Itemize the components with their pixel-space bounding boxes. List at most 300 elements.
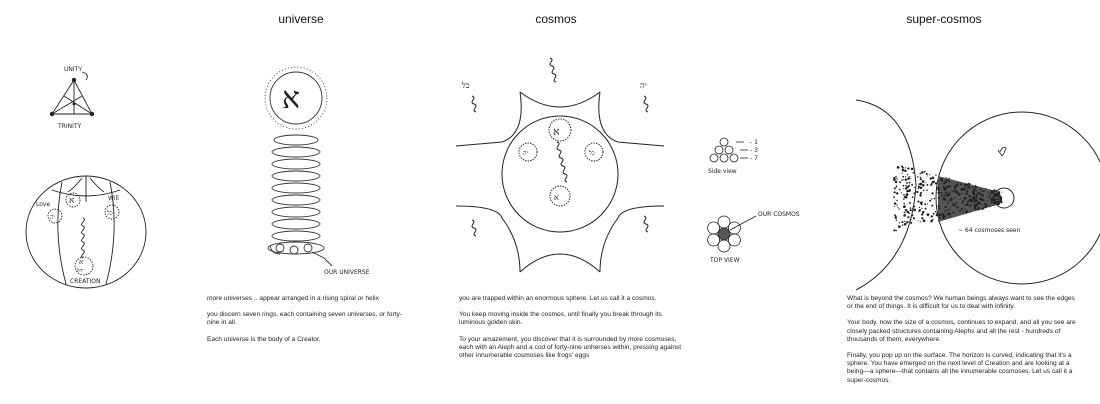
cosmos-speck bbox=[930, 184, 932, 186]
cosmos-speck bbox=[960, 199, 961, 200]
cosmos-speck bbox=[912, 196, 914, 198]
cosmos-speck bbox=[927, 203, 928, 204]
cosmos-speck bbox=[956, 185, 958, 187]
cosmos-speck bbox=[999, 197, 1000, 198]
cosmos-speck bbox=[935, 182, 937, 184]
tick-three: - 3 bbox=[750, 147, 758, 154]
trinity-label: TRINITY bbox=[58, 123, 82, 130]
cosmos-speck bbox=[893, 196, 895, 198]
cosmos-speck bbox=[987, 196, 988, 197]
cosmos-speck bbox=[902, 169, 905, 172]
cosmos-speck bbox=[975, 187, 977, 189]
cosmos-speck bbox=[933, 177, 935, 179]
caption-universe-line: Each universe is the body of a Creator. bbox=[207, 335, 321, 343]
creator-sphere-sketch bbox=[22, 172, 150, 294]
cosmos-speck bbox=[948, 185, 951, 188]
cosmos-speck bbox=[970, 211, 971, 212]
aleph-glyph-lower: א bbox=[79, 258, 84, 266]
cosmos-speck bbox=[905, 176, 906, 177]
cosmos-speck bbox=[944, 195, 946, 197]
corner-yah-glyph: יה bbox=[640, 81, 647, 90]
cosmos-speck bbox=[918, 183, 920, 185]
cosmos-speck bbox=[975, 185, 977, 187]
cosmos-speck bbox=[913, 218, 915, 220]
cosmos-speck bbox=[982, 199, 984, 201]
heading-cosmos: cosmos bbox=[535, 12, 577, 26]
cosmos-speck bbox=[903, 198, 904, 199]
cosmos-speck bbox=[955, 191, 958, 194]
cosmos-speck bbox=[945, 177, 946, 178]
cosmos-speck bbox=[966, 210, 967, 211]
cosmos-speck bbox=[941, 213, 943, 215]
cosmos-speck bbox=[996, 199, 997, 200]
cosmos-speck bbox=[976, 200, 977, 201]
cosmos-speck bbox=[952, 212, 954, 214]
cosmos-speck bbox=[920, 186, 923, 189]
cosmos-speck bbox=[941, 192, 943, 194]
cosmos-speck bbox=[972, 192, 975, 195]
cosmos-speck bbox=[931, 215, 933, 217]
heading-universe: universe bbox=[278, 12, 324, 26]
cosmos-speck bbox=[913, 209, 916, 212]
cosmos-speck bbox=[897, 166, 900, 169]
cosmos-speck bbox=[924, 203, 926, 205]
cosmos-speck bbox=[894, 202, 896, 204]
cosmos-speck bbox=[931, 198, 932, 199]
cosmos-speck bbox=[902, 224, 903, 225]
cosmos-speck bbox=[945, 181, 947, 183]
cosmos-speck bbox=[993, 198, 995, 200]
cosmos-speck bbox=[983, 205, 984, 206]
cosmos-speck bbox=[903, 205, 906, 208]
cosmos-speck bbox=[899, 189, 901, 191]
cosmos-speck bbox=[983, 191, 984, 192]
cosmos-speck bbox=[989, 205, 991, 207]
super-cosmos-sketch bbox=[854, 100, 1090, 290]
cosmos-speck bbox=[974, 201, 976, 203]
cosmos-speck bbox=[920, 195, 922, 197]
cosmos-speck bbox=[955, 212, 956, 213]
heading-super-cosmos: super-cosmos bbox=[906, 12, 982, 26]
cosmos-speck bbox=[937, 205, 939, 207]
cosmos-speck bbox=[903, 188, 904, 189]
cosmos-speck bbox=[977, 208, 978, 209]
cosmos-speck bbox=[911, 214, 913, 216]
tick-one: - 1 bbox=[750, 139, 758, 146]
cosmos-speck bbox=[905, 187, 907, 189]
unity-trinity-sketch bbox=[30, 62, 110, 162]
cosmos-speck bbox=[894, 206, 895, 207]
tick-seven: - 7 bbox=[750, 155, 758, 162]
cosmos-speck bbox=[921, 201, 923, 203]
cosmos-speck bbox=[905, 167, 906, 168]
cosmos-speck bbox=[902, 176, 904, 178]
caption-super-cosmos bbox=[847, 295, 1079, 385]
cosmos-speck bbox=[926, 184, 928, 186]
cosmos-speck bbox=[908, 185, 910, 187]
universe-helix-sketch bbox=[236, 60, 370, 282]
caption-cosmos-line: To your amazement, you discover that it is surrounded by more cosmoses, each with an Aleph and a cod of forty-nine unherses within, pressing against other innumerable cosmoses like frogs' eggs bbox=[459, 335, 682, 360]
cosmos-speck bbox=[918, 191, 919, 192]
cosmos-speck bbox=[975, 190, 977, 192]
cosmos-speck bbox=[944, 216, 946, 218]
love-label: Love bbox=[36, 201, 51, 208]
cosmos-speck bbox=[971, 199, 974, 202]
top-view-label: TOP VIEW bbox=[710, 257, 740, 264]
cosmos-speck bbox=[957, 182, 959, 184]
cosmos-speck bbox=[898, 208, 899, 209]
cosmos-speck bbox=[954, 204, 956, 206]
caption-cosmos-line: you are trapped within an enormous sphere. Let us call it a cosmos. bbox=[459, 295, 657, 302]
cosmos-speck bbox=[909, 189, 910, 190]
cosmos-speck bbox=[964, 197, 967, 200]
cosmos-speck bbox=[921, 171, 924, 174]
yahel-glyph: יהל bbox=[77, 268, 84, 274]
cosmos-speck bbox=[988, 196, 989, 197]
cosmos-speck bbox=[894, 192, 896, 194]
caption-cosmos-line: You keep moving inside the cosmos, until finally you break through its luminous golden skin. bbox=[459, 311, 662, 327]
cosmos-speck bbox=[908, 221, 909, 222]
cosmoses-arrangement-sketch bbox=[700, 130, 804, 270]
cosmos-speck bbox=[960, 183, 962, 185]
cosmos-speck bbox=[896, 200, 898, 202]
creation-label: CREATION bbox=[70, 278, 101, 285]
cosmos-speck bbox=[940, 178, 943, 181]
cosmos-speck bbox=[948, 217, 949, 218]
cosmos-speck bbox=[919, 173, 921, 175]
cosmos-speck bbox=[925, 182, 926, 183]
cosmoses-seen-label: ~ 64 cosmoses seen bbox=[958, 227, 1021, 234]
cosmos-speck bbox=[961, 193, 963, 195]
cosmos-speck bbox=[939, 214, 941, 216]
cosmos-speck bbox=[932, 219, 934, 221]
cosmos-speck bbox=[985, 205, 987, 207]
cosmos-speck bbox=[920, 178, 922, 180]
cosmos-speck bbox=[910, 209, 912, 211]
cosmos-speck bbox=[907, 174, 908, 175]
cosmos-speck bbox=[937, 192, 939, 194]
cosmos-speck bbox=[901, 221, 903, 223]
cosmos-speck bbox=[896, 205, 897, 206]
cosmos-speck bbox=[921, 208, 922, 209]
cosmos-speck bbox=[922, 211, 925, 214]
cosmos-speck bbox=[911, 168, 914, 171]
cosmos-speck bbox=[986, 204, 987, 205]
cosmos-speck bbox=[966, 183, 969, 186]
aleph-glyph: א bbox=[69, 196, 75, 206]
yah-glyph: יה bbox=[50, 214, 56, 221]
cosmos-speck bbox=[903, 214, 906, 217]
cosmos-speck bbox=[910, 219, 912, 221]
cosmos-speck bbox=[918, 220, 919, 221]
cosmos-speck bbox=[988, 192, 989, 193]
cosmos-speck bbox=[943, 188, 946, 191]
cosmos-speck bbox=[902, 172, 903, 173]
cosmos-speck bbox=[948, 178, 950, 180]
cosmos-speck bbox=[949, 199, 951, 201]
cosmos-speck bbox=[896, 178, 897, 179]
cosmos-speck bbox=[906, 182, 908, 184]
unity-label: UNITY bbox=[64, 66, 82, 73]
cosmos-speck bbox=[895, 187, 896, 188]
cosmos-speck bbox=[909, 182, 911, 184]
cosmos-speck bbox=[911, 184, 913, 186]
cosmos-aleph-glyph-lower: א bbox=[554, 193, 559, 202]
cosmos-speck bbox=[899, 222, 900, 223]
cosmos-speck bbox=[956, 202, 958, 204]
cosmos-speck bbox=[917, 176, 918, 177]
cosmos-speck bbox=[952, 191, 953, 192]
cosmos-speck bbox=[982, 194, 984, 196]
cosmos-speck bbox=[903, 185, 905, 187]
caption-super-cosmos-line: What is beyond the cosmos? We human beings always want to see the edges or the end of things. It is difficult for us to deal with infinity. bbox=[847, 295, 1075, 311]
cosmos-speck bbox=[991, 200, 994, 203]
cosmos-speck bbox=[954, 197, 955, 198]
cosmos-speck bbox=[965, 204, 967, 206]
cosmos-aleph-glyph: א bbox=[553, 125, 560, 138]
cosmos-speck bbox=[901, 180, 902, 181]
cosmos-speck bbox=[977, 202, 978, 203]
cosmos-speck bbox=[979, 198, 982, 201]
cosmos-speck bbox=[978, 192, 980, 194]
cosmos-speck bbox=[893, 229, 895, 231]
cosmos-speck bbox=[982, 191, 983, 192]
cosmos-speck bbox=[959, 194, 960, 195]
cosmos-speck bbox=[922, 184, 925, 187]
caption-super-cosmos-line: Finally, you pop up on the surface. The horizon is curved, indicating that it's a sphere. You have emerged on the next level of Creation and are looking at a being—a sphere—that contains all the innumerable cosmoses. Let us call it a super-cosmos. bbox=[847, 352, 1073, 384]
cosmos-speck bbox=[931, 205, 933, 207]
cosmos-speck bbox=[933, 213, 935, 215]
cosmos-speck bbox=[930, 177, 932, 179]
cosmos-speck bbox=[978, 202, 981, 205]
cosmos-speck bbox=[967, 201, 969, 203]
cosmos-speck bbox=[974, 204, 975, 205]
caption-universe-line: you discern seven rings, each containing seven universes, or forty-nine in all. bbox=[207, 311, 402, 327]
cosmos-speck bbox=[993, 195, 996, 198]
cosmos-speck bbox=[898, 225, 901, 228]
cosmos-speck bbox=[961, 208, 963, 210]
cosmos-speck bbox=[894, 187, 896, 189]
cosmos-speck bbox=[966, 190, 968, 192]
our-cosmos-label: OUR COSMOS bbox=[758, 211, 800, 218]
cosmos-speck bbox=[941, 195, 943, 197]
cosmos-speck bbox=[922, 180, 925, 183]
cosmos-speck bbox=[946, 200, 947, 201]
kol-glyph: כל bbox=[107, 210, 113, 217]
cosmos-kol-glyph: כל bbox=[589, 150, 595, 157]
cosmos-speck bbox=[905, 179, 907, 181]
cosmos-speck bbox=[968, 195, 970, 197]
cosmos-speck bbox=[910, 222, 912, 224]
cosmos-speck bbox=[974, 207, 976, 209]
cosmos-speck bbox=[927, 213, 930, 216]
cosmos-speck bbox=[925, 208, 927, 210]
cosmos-speck bbox=[997, 197, 998, 198]
cosmos-speck bbox=[946, 189, 947, 190]
cosmos-speck bbox=[946, 193, 948, 195]
cosmos-speck bbox=[895, 230, 897, 232]
cosmos-speck bbox=[926, 173, 928, 175]
cosmos-speck bbox=[914, 187, 915, 188]
cosmos-speck bbox=[950, 216, 952, 218]
cosmos-speck bbox=[909, 176, 911, 178]
cosmos-speck bbox=[903, 194, 905, 196]
cosmos-speck bbox=[943, 213, 944, 214]
cosmos-speck bbox=[913, 172, 914, 173]
cosmos-speck bbox=[1001, 192, 1002, 193]
cosmos-speck bbox=[895, 176, 897, 178]
cosmos-speck bbox=[943, 186, 944, 187]
cosmos-speck bbox=[968, 183, 970, 185]
caption-universe bbox=[207, 295, 407, 344]
cosmos-speck bbox=[918, 188, 919, 189]
cosmos-speck bbox=[932, 181, 935, 184]
cosmos-speck bbox=[926, 189, 928, 191]
cosmos-speck bbox=[903, 203, 905, 205]
cosmos-speck bbox=[976, 196, 978, 198]
corner-kol-glyph: כל bbox=[462, 81, 470, 90]
caption-super-cosmos-line: Your body, now the size of a cosmos, continues to expand, and all you see are closely packed structures containing Alephs and all the rest - hundreds of thousands of them, everywhere. bbox=[847, 319, 1076, 343]
cosmos-speck bbox=[895, 217, 897, 219]
cosmos-speck bbox=[919, 209, 921, 211]
cosmos-speck bbox=[914, 206, 915, 207]
cosmos-speck bbox=[920, 221, 921, 222]
cosmos-speck bbox=[912, 207, 914, 209]
cosmos-speck bbox=[935, 211, 937, 213]
cosmos-speck bbox=[931, 192, 933, 194]
cosmos-speck bbox=[950, 190, 951, 191]
cosmos-speck bbox=[948, 202, 949, 203]
cosmos-speck bbox=[946, 186, 948, 188]
cosmos-speck bbox=[963, 211, 964, 212]
cosmos-speck bbox=[905, 185, 906, 186]
cosmos-speck bbox=[981, 208, 983, 210]
cosmos-speck bbox=[924, 171, 926, 173]
cosmos-speck bbox=[934, 198, 935, 199]
cosmos-speck bbox=[899, 181, 901, 183]
cosmos-speck bbox=[969, 205, 971, 207]
cosmos-speck bbox=[918, 186, 920, 188]
cosmos-speck bbox=[904, 170, 906, 172]
cosmos-speck bbox=[993, 205, 994, 206]
cosmos-speck bbox=[987, 200, 988, 201]
cosmos-speck bbox=[908, 212, 910, 214]
cosmos-speck bbox=[985, 188, 986, 189]
cosmos-speck bbox=[959, 210, 961, 212]
cosmos-speck bbox=[948, 193, 950, 195]
cosmos-speck bbox=[927, 175, 928, 176]
cosmos-speck bbox=[980, 189, 982, 191]
cosmos-speck bbox=[975, 195, 977, 197]
cosmos-speck bbox=[921, 213, 923, 215]
cosmos-speck bbox=[904, 223, 907, 226]
cosmos-speck bbox=[998, 202, 999, 203]
cosmos-speck bbox=[963, 188, 966, 191]
cosmos-speck bbox=[946, 180, 947, 181]
cosmos-speck bbox=[920, 177, 922, 179]
cosmos-speck bbox=[945, 210, 947, 212]
cosmos-speck bbox=[923, 190, 925, 192]
cosmos-speck bbox=[919, 207, 920, 208]
cosmos-speck bbox=[905, 196, 907, 198]
cosmos-speck bbox=[909, 178, 910, 179]
cosmos-speck bbox=[917, 201, 919, 203]
cosmos-speck bbox=[948, 209, 950, 211]
cosmos-speck bbox=[980, 194, 982, 196]
cosmos-speck bbox=[936, 186, 938, 188]
cosmos-speck bbox=[937, 188, 939, 190]
cosmos-speck bbox=[957, 206, 959, 208]
cosmos-speck bbox=[998, 192, 1000, 194]
cosmos-speck bbox=[906, 194, 907, 195]
cosmos-speck bbox=[897, 207, 898, 208]
cosmos-speck bbox=[993, 200, 996, 203]
cosmos-speck bbox=[969, 199, 971, 201]
cosmos-speck bbox=[948, 213, 951, 216]
cosmos-speck bbox=[937, 212, 939, 214]
cosmos-sketch bbox=[454, 46, 666, 274]
cosmos-speck bbox=[955, 190, 956, 191]
cosmos-speck bbox=[978, 187, 979, 188]
caption-universe-line: more universes .. appear arranged in a rising spiral or helix bbox=[207, 295, 379, 302]
cosmos-speck bbox=[972, 193, 973, 194]
will-label: Will bbox=[108, 195, 119, 202]
cosmos-speck bbox=[973, 188, 975, 190]
cosmos-speck bbox=[921, 217, 923, 219]
cosmos-speck bbox=[989, 194, 990, 195]
cosmos-speck bbox=[923, 219, 926, 222]
cosmos-speck bbox=[944, 198, 946, 200]
cosmos-speck bbox=[965, 193, 967, 195]
cosmos-speck bbox=[977, 204, 978, 205]
cosmos-speck bbox=[938, 207, 940, 209]
side-view-label: Side view bbox=[708, 168, 737, 175]
cosmos-speck bbox=[938, 197, 940, 199]
cosmos-speck bbox=[929, 200, 931, 202]
cosmos-speck bbox=[972, 196, 975, 199]
cosmos-speck bbox=[929, 174, 930, 175]
cosmos-speck bbox=[949, 192, 950, 193]
cosmos-speck bbox=[943, 182, 945, 184]
cosmos-speck bbox=[920, 193, 922, 195]
cosmos-speck bbox=[997, 199, 999, 201]
cosmos-speck bbox=[952, 204, 954, 206]
cosmos-speck bbox=[901, 192, 902, 193]
cosmos-speck bbox=[910, 207, 912, 209]
cosmos-speck bbox=[909, 202, 911, 204]
cosmos-speck bbox=[999, 200, 1002, 203]
our-universe-label: OUR UNIVERSE bbox=[324, 269, 370, 276]
cosmos-speck bbox=[901, 165, 903, 167]
cosmos-speck bbox=[936, 214, 938, 216]
cosmos-speck bbox=[904, 212, 906, 214]
cosmos-speck bbox=[903, 179, 904, 180]
aleph-glyph-large: א bbox=[282, 81, 301, 116]
cosmos-speck bbox=[967, 186, 970, 189]
cosmos-speck bbox=[996, 190, 998, 192]
cosmos-speck bbox=[907, 177, 909, 179]
cosmos-speck bbox=[965, 209, 966, 210]
cosmos-speck bbox=[948, 180, 950, 182]
cosmos-yah-glyph: יה bbox=[523, 150, 529, 157]
cosmos-speck bbox=[964, 186, 965, 187]
cosmos-speck bbox=[913, 192, 915, 194]
cosmos-speck bbox=[992, 192, 994, 194]
cosmos-speck bbox=[896, 192, 898, 194]
cosmos-speck bbox=[907, 167, 909, 169]
cosmos-speck bbox=[962, 200, 964, 202]
cosmos-speck bbox=[939, 217, 941, 219]
